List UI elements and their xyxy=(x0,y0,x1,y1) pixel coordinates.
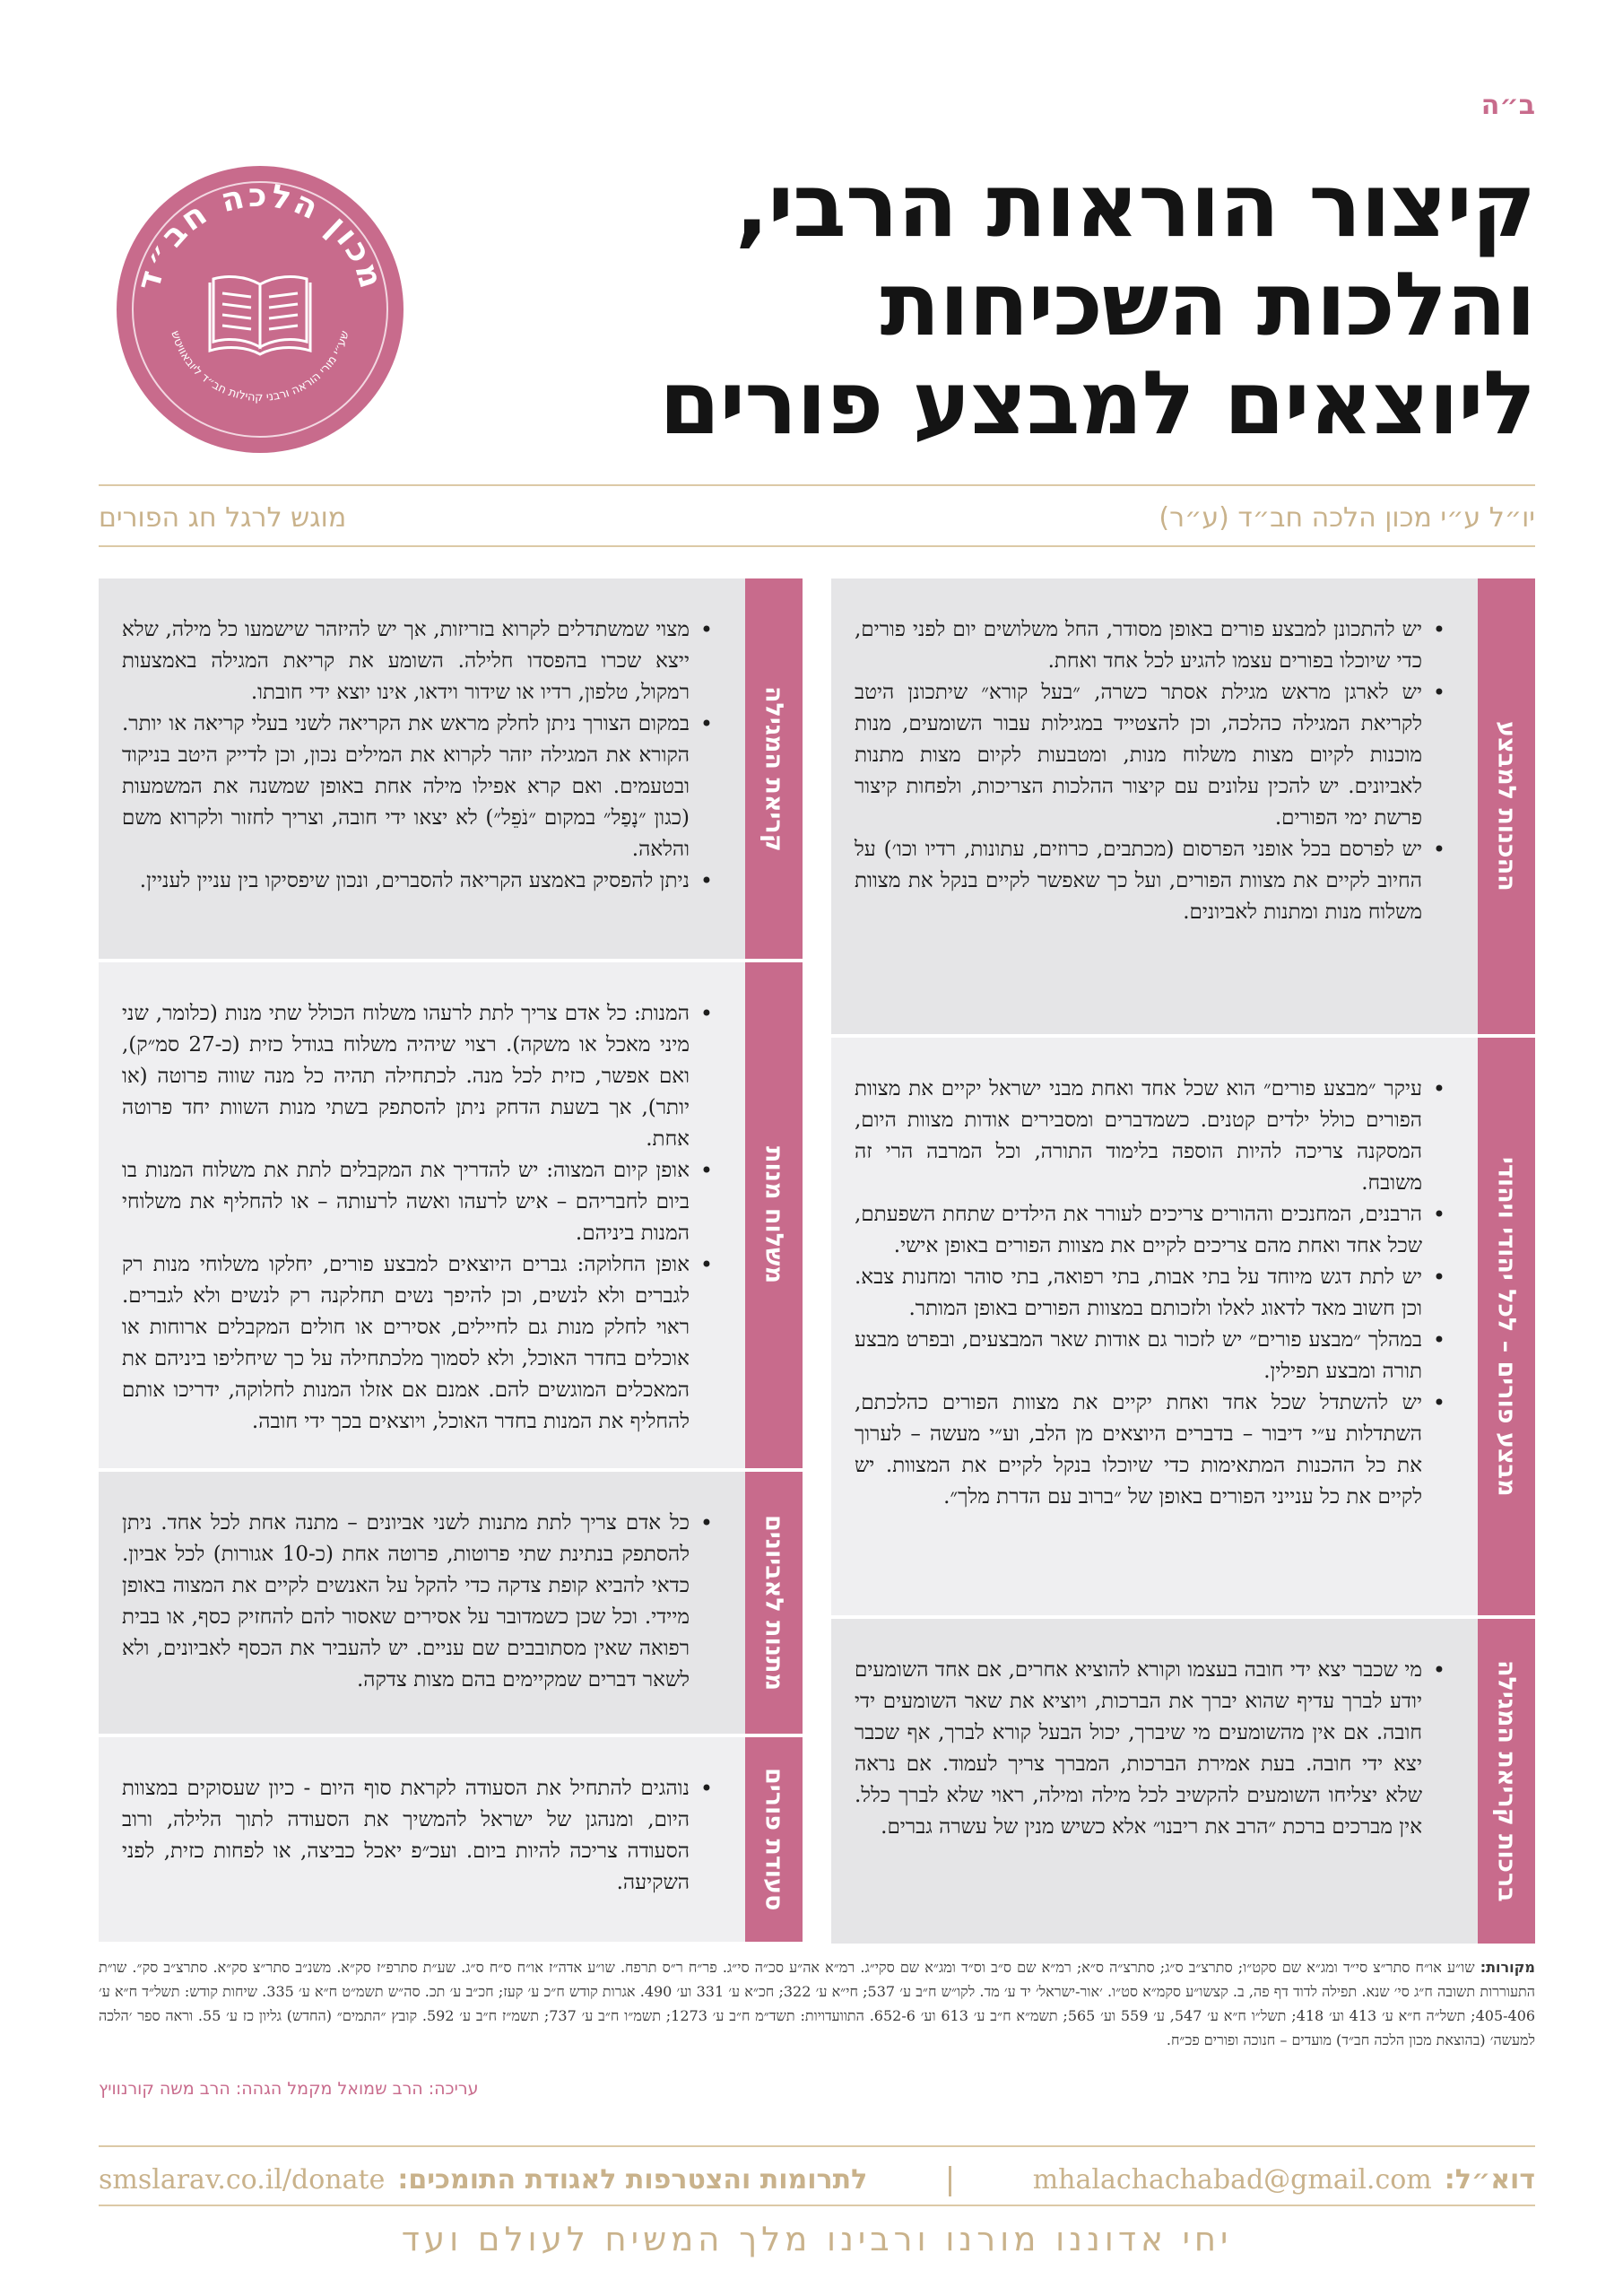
sources-text: שו״ע או״ח סתר״צ סי״ד ומג״א שם סקט״ו; סתרצ״ב ס״ג; סתרצ״ה ס״א; רמ״א שם ס״ב וס״ד ומג״א שם סקי״ג. רמ״א אה״ע סכ״ה סי״ג. פר״ח ר״ס תרפח. שו״ע אדה״ז או״ח ס״ח ס״ג. שע״ת סתרפ״ז סק״א. משנ״ב סתר״צ סק״א. סתרצ״ב סק״. שו״ת התעוררות תשובה ח״ג סי׳ שנא. תפילה לדוד דף פה, ב. קצשו״ע סקמ״א סט״ו. ׳אור-ישראל׳ יד ע׳ מד. לקו״ש ח״ב ע׳ 537; חי״א ע׳ 322; חכ״א ע׳ 331 וע׳ 490. אגרות קודש ח״כ ע׳ קעז; חכ״ב ע׳ תכ. סה״ש תשמ״ט ח״א ע׳ 335. שיחות קודש: תשל״ד ח״א ע׳ 405-406; תשל״ה ח״א ע׳ 413 וע׳ 418; תשל״ו ח״א ע׳ 547, ע׳ 559 וע׳ 565; תשמ״א ח״ב ע׳ 613 וע׳ 652-6. התוועדויות: תשד״מ ח״ב ע׳ 1273; תשמ״ו ח״ב ע׳ 737; תשמ״ז ח״ב ע׳ 592. קובץ ״התמים״ (החדש) גליון כז ע׳ 55. וראה ספר ׳הלכה למעשה׳ (בהוצאת מכון הלכה חב״ד) מועדים – חנוכה ופורים פכ״ח. xyxy=(99,1959,1536,2048)
bullet-item: • עיקר ״מבצע פורים״ הוא שכל אחד ואחת מבני ישראל יקיים את מצוות הפורים כולל ילדים קטנים. כשמדברים ומסבירים אודות מצוות היום, המסקנה צריכה להיות הוספה בלימוד התורה, וכל המרבה הרי זה משובח. xyxy=(855,1074,1445,1199)
dedication-line: מוגש לרגל חג הפורים xyxy=(99,502,347,534)
section-body xyxy=(99,1472,745,1734)
bullet-item: • יש לתת דגש מיוחד על בתי אבות, בתי רפואה, בתי סוהר ומחנות צבא. וכן חשוב מאד לדאוג לאלו ולזכותם במצוות הפורים באופן המותר. xyxy=(855,1262,1445,1325)
bullet-list xyxy=(122,614,713,897)
section-body xyxy=(99,962,745,1468)
section-megillah-blessings xyxy=(831,1619,1535,1947)
section-heading-tab xyxy=(745,1472,803,1734)
contact-bar xyxy=(99,2161,1535,2197)
section-heading-tab xyxy=(745,962,803,1468)
right-column xyxy=(831,578,1535,1947)
seal-subtitle: שע״י מורי הוראה ורבני קהילות חב״ד ליובאוויטש xyxy=(168,329,352,405)
section-heading-tab xyxy=(1478,1619,1535,1944)
left-column xyxy=(99,578,803,1945)
section-heading: סעודת פורים xyxy=(759,1768,788,1911)
bullet-item: • במקום הצורך ניתן לחלק מראש את הקריאה לשני בעלי קריאה או יותר. הקורא את המגילה יזהר לקרוא את המילים נכון, וכן לדייק היטב בניקוד ובטעמים. ואם קרא אפילו מילה אחת באופן שמשנה את המשמעות (כגון ״נָפַל״ במקום ״נֹפֵל״) לא יצאו ידי חובה, וצריך לחזור ולקרוא משם והלאה. xyxy=(122,709,713,865)
bullet-item: • כל אדם צריך לתת מתנות לשני אביונים – מתנה אחת לכל אחד. ניתן להסתפק בנתינת שתי פרוטות, פרוטה אחת (כ-10 אגורות) לכל אביון. כדאי להביא קופת צדקה כדי להקל על האנשים לקיים את המצוה באופן מיידי. וכל שכן כשמדובר על אסירים שאסור להם להחזיק כסף, או בבית רפואה שאין מסתובבים שם עניים. יש להעביר את הכסף לאביונים, ולא לשאר דברים שמקיימים בהם מצות צדקה. xyxy=(122,1508,713,1696)
title-line-1: קיצור הוראות הרבי, xyxy=(735,155,1535,257)
seal-name: מכון הלכה חב״ד xyxy=(130,177,391,295)
bullet-item: • במהלך ״מבצע פורים״ יש לזכור גם אודות שאר המבצעים, ובפרט מבצע תורה ומבצע תפילין. xyxy=(855,1325,1445,1387)
section-heading: ההכנות למבצע xyxy=(1492,721,1521,891)
bullet-list xyxy=(855,1655,1445,1843)
section-body xyxy=(99,578,745,959)
header-rule xyxy=(99,484,1535,486)
section-preparations xyxy=(831,578,1535,1038)
page-title xyxy=(504,157,1535,453)
footer-slogan: יחי אדוננו מורנו ורבינו מלך המשיח לעולם ועד xyxy=(401,2220,1233,2258)
bullet-item: • המנות: כל אדם צריך לתת לרעהו משלוח הכולל שתי מנות (כלומר, שני מיני מאכל או משקה). רצוי שיהיה משלוח בגודל כזית (כ-27 סמ״ק), ואם אפשר, כזית לכל מנה. לכתחילה תהיה כל מנה שווה פרוטה (או יותר), אך בשעת הדחק ניתן להסתפק בשתי מנות השוות יחד פרוטה אחת. xyxy=(122,998,713,1155)
bullet-item: • מי שכבר יצא ידי חובה בעצמו וקורא להוציא אחרים, אם אחד השומעים יודע לברך עדיף שהוא יברך את הברכות, ויוציא את שאר השומעים ידי חובה. אם אין מהשומעים מי שיברך, יכול הבעל קורא לברך, אף שכבר יצא ידי חובה. בעת אמירת הברכות, המברך צריך לעמוד. אם נראה שלא יצליחו השומעים להקשיב לכל מילה ומילה, ראוי שלא לברך כלל. אין מברכים ברכת ״הרב את ריבנו״ אלא כשיש מנין של עשרה גברים. xyxy=(855,1655,1445,1843)
bullet-item: • יש להתכונן למבצע פורים באופן מסודר, החל משלושים יום לפני פורים, כדי שיוכלו בפורים עצמו להגיע לכל אחד ואחת. xyxy=(855,614,1445,677)
section-every-jew xyxy=(831,1038,1535,1619)
bullet-item: • הרבנים, המחנכים וההורים צריכים לעורר את הילדים שתחת השפעתם, שכל אחד ואחת מהם צריכים לקיים את מצוות הפורים באופן אישי. xyxy=(855,1199,1445,1262)
footer-rule-bottom xyxy=(99,2205,1535,2206)
bullet-item: • מצוי שמשתדלים לקרוא בזריזות, אך יש להיזהר שישמעו כל מילה, שלא ייצא שכרו בהפסדו חלילה. השומע את קריאת המגילה באמצעות רמקול, טלפון, רדיו או שידור וידאו, אינו יוצא ידי חובתו. xyxy=(122,614,713,709)
donate-label: לתרומות והצטרפות לאגודת התומכים: xyxy=(397,2163,868,2196)
bullet-item: • יש לפרסם בכל אופני הפרסום (מכתבים, כרוזים, עתונות, רדיו וכו׳) על החיוב לקיים את מצוות הפורים, ועל כך שאפשר לקיים בנקל את מצוות משלוח מנות ומתנות לאביונים. xyxy=(855,834,1445,928)
section-heading-tab xyxy=(745,578,803,959)
donate-group xyxy=(99,2164,867,2196)
title-line-2: והלכות השכיחות xyxy=(880,254,1535,356)
bullet-list xyxy=(855,1074,1445,1513)
email-group xyxy=(1033,2164,1535,2196)
editors-credit: עריכה: הרב שמואל מקמל הגהה: הרב משה קורנוויץ xyxy=(99,2079,479,2099)
section-heading-tab xyxy=(745,1737,803,1942)
title-line-3: ליוצאים למבצע פורים xyxy=(659,352,1535,455)
section-heading: קריאת המגילה xyxy=(759,685,788,852)
bullet-item: • נוהגים להתחיל את הסעודה לקראת סוף היום - כיון שעסוקים במצוות היום, ומנהגן של ישראל להמשיך את הסעודה לתוך הלילה, ורוב הסעודה צריכה להיות ביום. ועכ״פ יאכל כביצה, או לפחות כזית, לפני השקיעה. xyxy=(122,1773,713,1899)
contact-separator: | xyxy=(944,2161,956,2197)
section-body xyxy=(831,1619,1478,1944)
section-purim-feast xyxy=(99,1737,803,1945)
institute-seal xyxy=(117,166,404,453)
bullet-list xyxy=(122,998,713,1438)
section-heading: מבצע פורים – לכל יהודי ויהודי xyxy=(1492,1156,1521,1497)
bh-mark: ב״ה xyxy=(1480,90,1535,121)
sources-label: מקורות: xyxy=(1480,1959,1536,1976)
section-matanot-laevyonim xyxy=(99,1472,803,1737)
bullet-item: • אופן החלוקה: גברים היוצאים למבצע פורים, יחלקו משלוחי מנות רק לגברים ולא לנשים, וכן להיפך נשים תחלקנה רק לנשים ולא לגברים. ראוי לחלק מנות גם לחיילים, אסירים או חולים המקבלים ארוחות או אוכלים בחדר האוכל, ולא לסמוך מלכתחילה על כך שיחליפו ביניהם את המאכלים המוגשים להם. אמנם אם אזלו המנות לחלוקה, ידריכו אותם להחליף את המנות בחדר האוכל, ויוצאים בכך ידי חובה. xyxy=(122,1249,713,1438)
bullet-item: • יש לארגן מראש מגילת אסתר כשרה, ״בעל קורא״ שיתכונן היטב לקריאת המגילה כהלכה, וכן להצטייד במגילות עבור השומעים, מנות מוכנות לקיום מצות משלוח מנות, ומטבעות לקיום מצות מתנות לאביונים. יש להכין עלונים עם קיצור ההלכות הצריכות, ולפחות קיצור פרשת ימי הפורים. xyxy=(855,677,1445,834)
section-heading-tab xyxy=(1478,578,1535,1034)
footer-rule-top xyxy=(99,2145,1535,2147)
section-body xyxy=(99,1737,745,1942)
section-heading: ברכות קריאת המגילה xyxy=(1492,1660,1521,1902)
section-heading: משלוח מנות xyxy=(759,1146,788,1284)
bullet-item: • יש להשתדל שכל אחד ואחת יקיים את מצוות הפורים כהלכתם, השתדלות ע״י דיבור – בדברים היוצאים מן הלב, וע״י מעשה – לערוך את כל ההכנות המתאימות כדי שיוכלו בנקל לקיים את המצוות. יש לקיים את כל ענייני הפורים באופן של ״ברוב עם הדרת מלך״. xyxy=(855,1387,1445,1513)
subheader-rule xyxy=(99,545,1535,547)
sources-block xyxy=(99,1955,1535,2052)
bullet-list xyxy=(855,614,1445,928)
section-heading-tab xyxy=(1478,1038,1535,1615)
section-mishloach-manot xyxy=(99,962,803,1472)
bullet-item: • אופן קיום המצוה: יש להדריך את המקבלים לתת את משלוח המנות בו ביום לחבריהם – איש לרעהו ואשה לרעותה – או להחליף את משלוחי המנות ביניהם. xyxy=(122,1155,713,1249)
bullet-list xyxy=(122,1508,713,1696)
publisher-line: יו״ל ע״י מכון הלכה חב״ד (ע״ר) xyxy=(1159,502,1535,534)
section-body xyxy=(831,1038,1478,1615)
donate-link[interactable]: smslarav.co.il/donate xyxy=(99,2163,386,2196)
section-body xyxy=(831,578,1478,1034)
bullet-item: • ניתן להפסיק באמצע הקריאה להסברים, ונכון שיפסיקו בין עניין לעניין. xyxy=(122,865,713,897)
seal-graphic xyxy=(117,166,404,453)
bullet-list xyxy=(122,1773,713,1899)
section-heading: מתנות לאביונים xyxy=(759,1515,788,1691)
email-link[interactable]: mhalachachabad@gmail.com xyxy=(1032,2163,1432,2196)
section-megillah-reading xyxy=(99,578,803,962)
email-label: דוא״ל: xyxy=(1444,2163,1535,2196)
